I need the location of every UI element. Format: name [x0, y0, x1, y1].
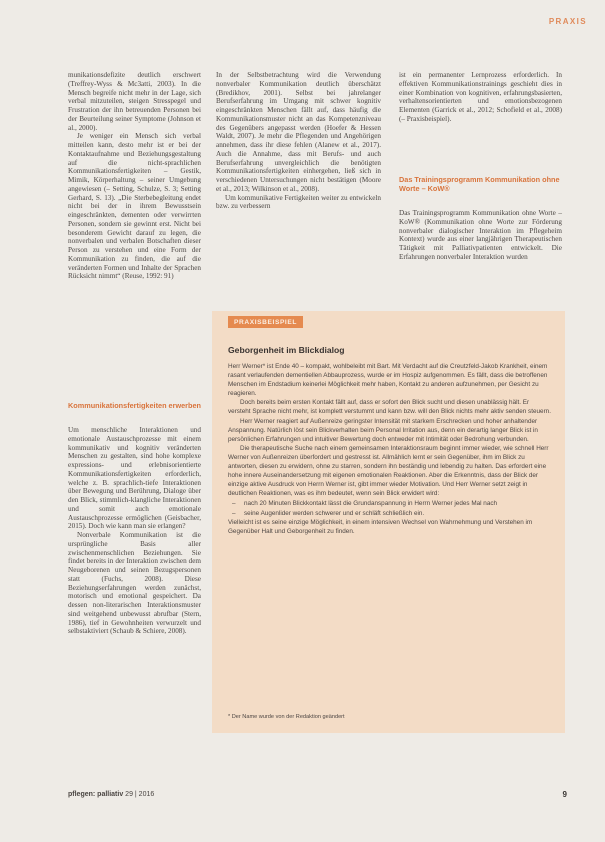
column-3-bottom	[399, 209, 562, 262]
paragraph: Je weniger ein Mensch sich verbal mitteilen kann, desto mehr ist er bei der Kontaktaufnahme und Beziehungsgestaltung auf die nicht-sprachlichen Kommunikationsfertigkeiten – Gestik, Mimik, Körperhaltung – seiner Umgebung angewiesen (– Setting, Schulze, S. 3; Setting Gerhard, S. 13). „Die Sterbebegleitung endet nicht bei der in ihrem Bewusstsein eingeschränkten, dementen oder verwirrten Personen, sondern sie gewinnt erst. Nicht bei besonderem Gewicht darauf zu legen, die nonverbalen und verbalen Botschaften dieser Person zu verstehen und eine Form der Kommunikation zu finden, die auf die veränderten Formen und Inhalte der Sprachen Rücksicht nimmt“ (Reuse, 1992: 91)	[68, 132, 201, 281]
box-title: Geborgenheit im Blickdialog	[228, 345, 345, 355]
paragraph: Nonverbale Kommunikation ist die ursprüngliche Basis aller zwischenmenschlichen Beziehungen. Sie findet bereits in der Interaktion zwischen dem Neugeborenen und seinen Bezugspersonen statt (Fuchs, 2008). Diese Beziehungserfahrungen werden zunächst, motorisch und emotional gespeichert. Da dessen non-literarischen Interaktionsmuster sind weitgehend unbewusst abrufbar (Stern, 1986), tief in Gewohnheiten verwurzelt und selbstaktiviert (Schaub & Schiere, 2008).	[68, 531, 201, 636]
box-paragraph: Herr Werner reagiert auf Außenreize geringster Intensität mit starkem Erschrecken und hoher anhaltender Anspannung. Natürlich löst sein Blickverhalten beim Personal Irritation aus, denn ein derartig langer Blick ist in persönlichen Erfahrungen und intuitiver Bewertung doch entweder mit Intimität oder Bedrohung verbunden.	[228, 417, 538, 443]
box-list	[228, 499, 552, 517]
practice-example-box	[212, 311, 565, 733]
section-tag: PRAXIS	[548, 17, 587, 26]
box-paragraph: Die therapeutische Suche nach einem gemeinsamen Interaktionsraum beginnt immer wieder, wie schnell Herr Werner von Außenreizen überfordert und gestresst ist. Allmählich lernt er sein Gegenüber, ihm im Blick zu antworten, diesen zu erwidern, ohne zu starren, sondern ihn beständig und lebendig zu halten. Das erfordert eine hohe innere Auseinandersetzung mit eigenen emotionalen Reaktionen. Aber die Erkenntnis, dass der Blick der einzige aktive Ausdruck von Herrn Werner ist, gibt immer wieder Motivation. Und Herr Werner setzt zeigt in deutlichen Reaktionen, was es ihm bedeutet, wenn sein Blick erwidert wird:	[228, 444, 549, 498]
column-3-top	[399, 71, 562, 124]
list-item: – seine Augenlider werden schwerer und er schläft schließlich ein.	[228, 509, 552, 518]
journal-footer	[68, 791, 154, 798]
paragraph: munikationsdefizite deutlich erschwert (Treffrey-Wyss & Mc3atti, 2003). In die Mensch begreife nicht mehr in der Lage, sich verbal mitzuteilen, steigen Stresspegel und Frustration der ihn betreuenden Personen bei der Beurteilung seiner Symptome (Johnson et al., 2000).	[68, 71, 201, 132]
box-paragraph: Vielleicht ist es seine einzige Möglichkeit, in einem intensiven Wechsel von Wahrnehmung und Verstehen im Gegenüber Halt und Geborgenheit zu finden.	[228, 518, 533, 535]
column-1-bottom	[68, 426, 201, 636]
column-2	[216, 71, 381, 211]
paragraph: In der Selbstbetrachtung wird die Verwendung nonverbaler Kommunikation deutlich überschätzt (Bredikhov, 2001). Selbst bei jahrelanger Berufserfahrung im Umgang mit schwer kognitiv eingeschränkten Menschen fällt auf, dass häufig die Kommunikationsmuster nicht an das Kompetenzniveau des Gegenübers angepasst werden (Hoefer & Hessen Waldt, 2007). Je mehr die Pflegenden und Angehörigen annehmen, dass ihr diese fehlen (Alanew et al., 2017). Auch die Annahme, dass mit Berufs- und auch Berufserfahrung unvergleichlich die benötigten Kommunikationsfertigkeiten einhergehen, ließ sich in verschiedenen Untersuchungen nicht bestätigen (Moore et al., 2013; Wilkinson et al., 2008).	[216, 71, 381, 193]
list-item: – nach 20 Minuten Blickkontakt lässt die Grundanspannung in Herrn Werner jedes Mal nach	[228, 499, 552, 508]
page-number: 9	[562, 790, 567, 799]
box-tag: PRAXISBEISPIEL	[228, 316, 303, 328]
column-1-top	[68, 71, 201, 281]
box-paragraph: Herr Werner* ist Ende 40 – kompakt, wohlbeleibt mit Bart. Mit Verdacht auf die Creutzfeld-Jakob Krankheit, einem rasant verlaufenden dementiellen Abbauprozess, wurde er im Hospiz aufgenommen. Es fällt, dass die betroffenen Menschen im Endstadium keinerlei Möglichkeit mehr haben, Kontakt zu anderen aufzunehmen, per Gesicht zu reagieren.	[228, 363, 548, 398]
journal-issue: 29 | 2016	[123, 791, 155, 798]
box-paragraph: Doch bereits beim ersten Kontakt fällt auf, dass er sofort den Blick sucht und diesen unablässig hält. Er versteht Sprache nicht mehr, ist komplett verstummt und kann bzw. will den Blick nichts mehr aktiv senden steuern.	[228, 399, 551, 416]
paragraph: ist ein permanenter Lernprozess erforderlich. In effektiven Kommunikationstrainings geschieht dies in einer Kombination von kognitiven, erfahrungsbasierten, verhaltensorientierten und emotionsbezogenen Elementen (Garrick et al., 2012; Schofield et al., 2008) (– Praxisbeispiel).	[399, 71, 562, 123]
box-body	[228, 362, 552, 536]
paragraph: Um menschliche Interaktionen und emotionale Austauschprozesse mit einem kommunikativ und kognitiv veränderten Menschen zu gestalten, sind hohe komplexe expressions- und erlebnisorientierte Kommunikationsfertigkeiten erforderlich, welche z. B. sprachlich-tiefe Interaktionen über Bewegung und Berührung, Dialoge über den Blick, stimmlich-klangliche Interaktionen und somit auch emotionale Austauschprozesse ermöglichen (Geisbacher, 2015). Doch wie kann man sie erlangen?	[68, 426, 201, 531]
paragraph: Um kommunikative Fertigkeiten weiter zu entwickeln bzw. zu verbessern	[216, 193, 381, 211]
journal-name: pflegen: palliativ	[68, 791, 124, 798]
paragraph: Das Trainingsprogramm Kommunikation ohne Worte – KoW® (Kommunikation ohne Worte zur Förderung nonverbaler dialogischer Interaktion im Pflegeheim Kontext) wurde aus einer langjährigen Therapeutischen Tätigkeit mit Palliativpatienten entwickelt. Die Erfahrungen nonverbaler Interaktion wurden	[399, 209, 562, 261]
subheading-kommunikation: Kommunikationsfertigkeiten erwerben	[68, 401, 201, 410]
box-footnote: * Der Name wurde von der Redaktion geändert	[228, 714, 345, 720]
subheading-trainingsprogramm: Das Trainingsprogramm Kommunikation ohne Worte – KoW®	[399, 175, 560, 193]
